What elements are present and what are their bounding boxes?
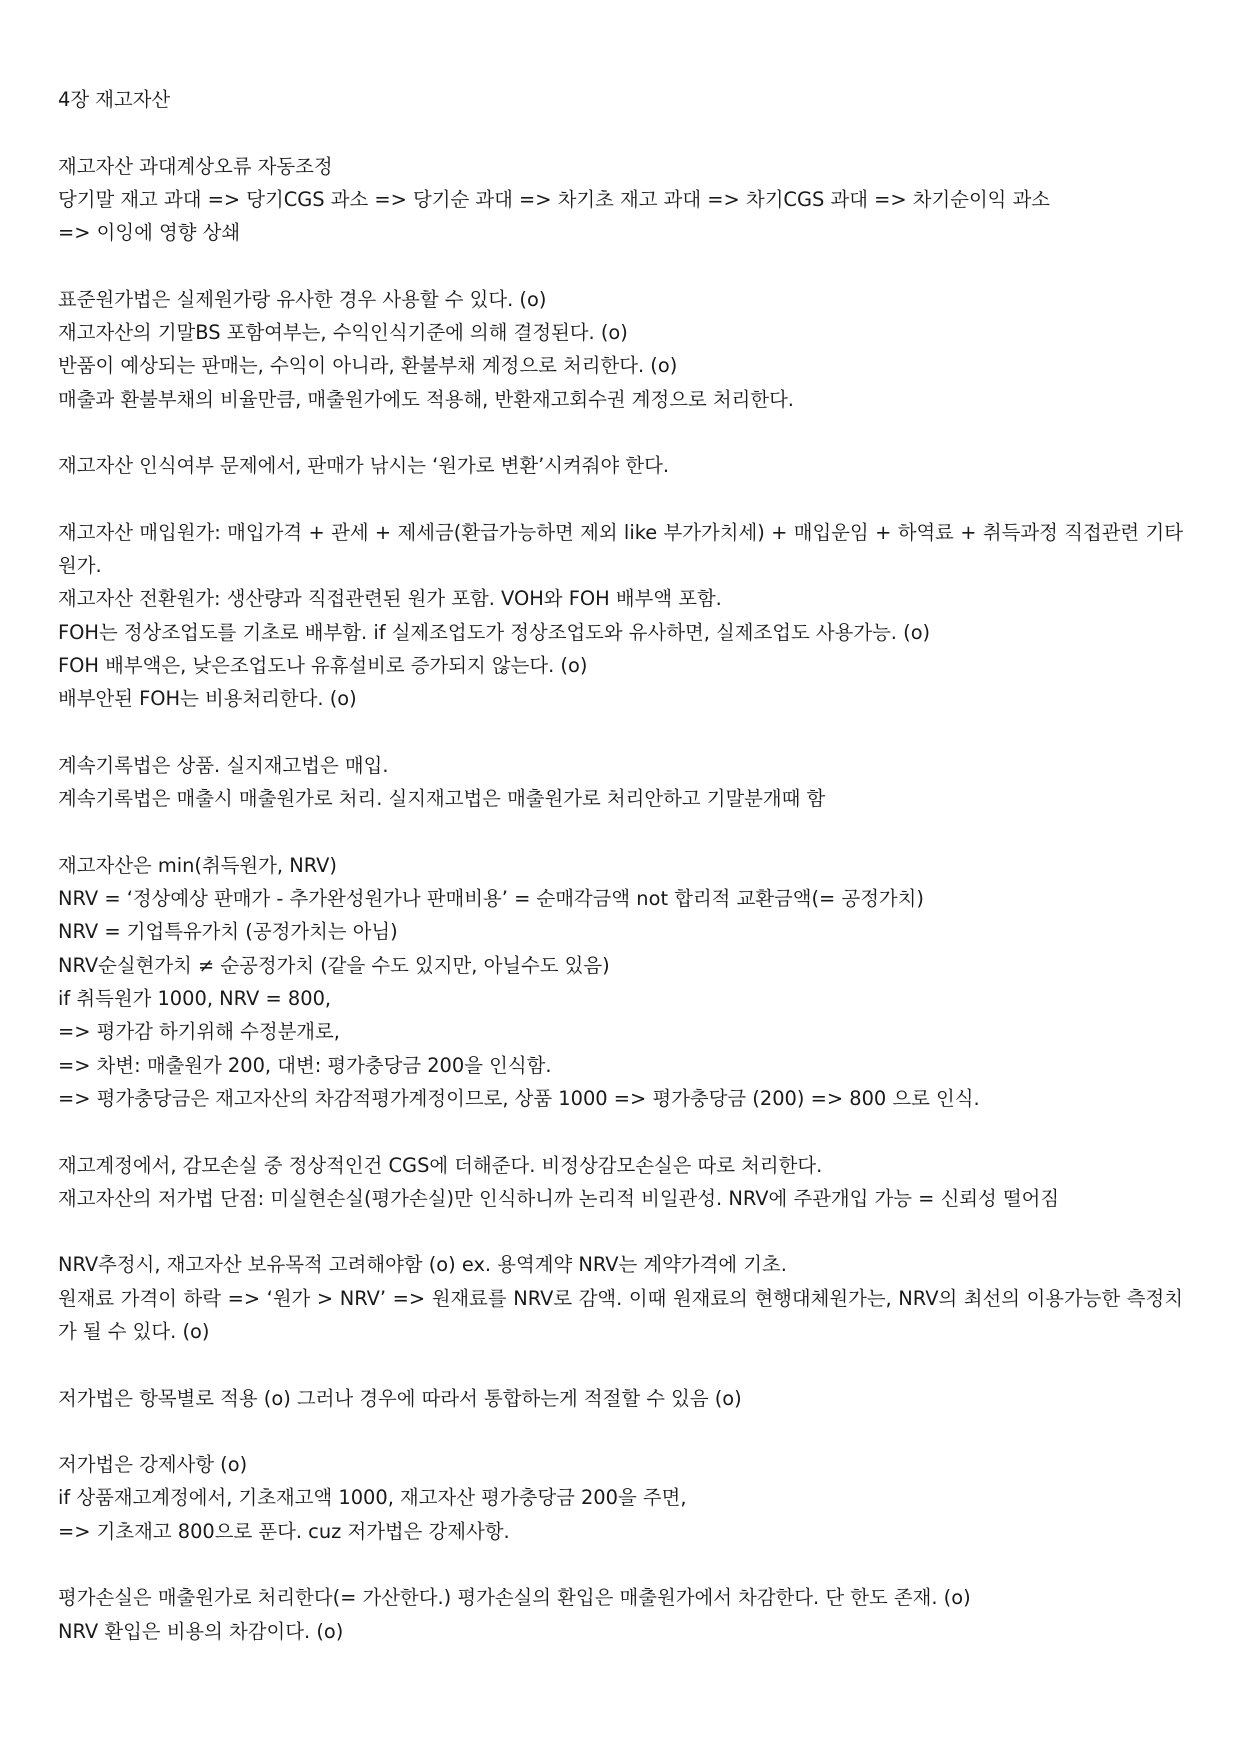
text-line: 재고자산은 min(취득원가, NRV): [58, 853, 337, 877]
text-line: 계속기록법은 매출시 매출원가로 처리. 실지재고법은 매출원가로 처리안하고 기말분개때 함: [58, 787, 826, 811]
text-line: 배부안된 FOH는 비용처리한다. (o): [58, 687, 357, 711]
page-title: 4장 재고자산: [58, 88, 171, 111]
paragraph-inventory-error: [58, 150, 1183, 250]
document-body: [58, 83, 1183, 1681]
text-line: => 이잉에 영향 상쇄: [58, 221, 241, 245]
text-line: => 평가감 하기위해 수정분개로,: [58, 1020, 340, 1044]
text-line: 저가법은 강제사항 (o): [58, 1453, 248, 1477]
text-line: 당기말 재고 과대 => 당기CGS 과소 => 당기순 과대 => 차기초 재고 과대 => 차기CGS 과대 => 차기순이익 과소: [58, 187, 1051, 211]
paragraph-purchase-cost: [58, 516, 1183, 716]
text-line: NRV순실현가치 ≠ 순공정가치 (같을 수도 있지만, 아닐수도 있음): [58, 953, 610, 977]
paragraph-lcm-item: [58, 1382, 1183, 1415]
text-line: if 상품재고계정에서, 기초재고액 1000, 재고자산 평가충당금 200을 주면,: [58, 1486, 687, 1510]
text-line: FOH 배부액은, 낮은조업도나 유휴설비로 증가되지 않는다. (o): [58, 654, 588, 678]
paragraph-standard-cost: [58, 283, 1183, 416]
text-line: 평가손실은 매출원가로 처리한다(= 가산한다.) 평가손실의 환입은 매출원가에서 차감한다. 단 한도 존재. (o): [58, 1586, 971, 1610]
text-line: => 평가충당금은 재고자산의 차감적평가계정이므로, 상품 1000 => 평가충당금 (200) => 800 으로 인식.: [58, 1086, 980, 1110]
text-line: 계속기록법은 상품. 실지재고법은 매입.: [58, 753, 389, 777]
text-line: if 취득원가 1000, NRV = 800,: [58, 987, 332, 1011]
text-line: NRV = 기업특유가치 (공정가치는 아님): [58, 920, 398, 944]
text-line: 재고자산 과대계상오류 자동조정: [58, 154, 333, 178]
paragraph-lcm-mandatory: [58, 1448, 1183, 1548]
text-line: 저가법은 항목별로 적용 (o) 그러나 경우에 따라서 통합하는게 적절할 수 있음 (o): [58, 1386, 742, 1410]
text-line: => 차변: 매출원가 200, 대변: 평가충당금 200을 인식함.: [58, 1053, 552, 1077]
paragraph-shrinkage: [58, 1149, 1183, 1216]
text-line: NRV추정시, 재고자산 보유목적 고려해야함 (o) ex. 용역계약 NRV는 계약가격에 기초.: [58, 1253, 787, 1277]
paragraph-record-method: [58, 749, 1183, 816]
text-line: 원재료 가격이 하락 => ‘원가 > NRV’ => 원재료를 NRV로 감액. 이때 원재료의 현행대체원가는, NRV의 최선의 이용가능한 측정치가 될 수 있다. (o): [58, 1286, 1183, 1343]
text-line: 재고계정에서, 감모손실 중 정상적인건 CGS에 더해준다. 비정상감모손실은 따로 처리한다.: [58, 1153, 823, 1177]
text-line: FOH는 정상조업도를 기초로 배부함. if 실제조업도가 정상조업도와 유사하면, 실제조업도 사용가능. (o): [58, 620, 931, 644]
text-line: 재고자산의 저가법 단점: 미실현손실(평가손실)만 인식하니까 논리적 비일관성. NRV에 주관개입 가능 = 신뢰성 떨어짐: [58, 1186, 1060, 1210]
text-line: 재고자산 인식여부 문제에서, 판매가 낚시는 ‘원가로 변환’시켜줘야 한다.: [58, 454, 670, 478]
text-line: 재고자산 전환원가: 생산량과 직접관련된 원가 포함. VOH와 FOH 배부액 포함.: [58, 587, 722, 611]
text-line: 반품이 예상되는 판매는, 수익이 아니라, 환불부채 계정으로 처리한다. (o): [58, 354, 678, 378]
paragraph-valuation-loss: [58, 1581, 1183, 1648]
text-line: 표준원가법은 실제원가랑 유사한 경우 사용할 수 있다. (o): [58, 287, 547, 311]
paragraph-recognition: [58, 449, 1183, 482]
text-line: NRV = ‘정상예상 판매가 - 추가완성원가나 판매비용’ = 순매각금액 not 합리적 교환금액(= 공정가치): [58, 887, 924, 911]
paragraph-nrv: [58, 849, 1183, 1115]
paragraph-nrv-estimate: [58, 1248, 1183, 1348]
text-line: 재고자산의 기말BS 포함여부는, 수익인식기준에 의해 결정된다. (o): [58, 321, 628, 345]
text-line: => 기초재고 800으로 푼다. cuz 저가법은 강제사항.: [58, 1519, 510, 1543]
text-line: 매출과 환불부채의 비율만큼, 매출원가에도 적용해, 반환재고회수권 계정으로 처리한다.: [58, 387, 794, 411]
text-line: NRV 환입은 비용의 차감이다. (o): [58, 1619, 344, 1643]
text-line: 재고자산 매입원가: 매입가격 + 관세 + 제세금(환급가능하면 제외 like 부가가치세) + 매입운임 + 하역료 + 취득과정 직접관련 기타원가.: [58, 520, 1183, 578]
